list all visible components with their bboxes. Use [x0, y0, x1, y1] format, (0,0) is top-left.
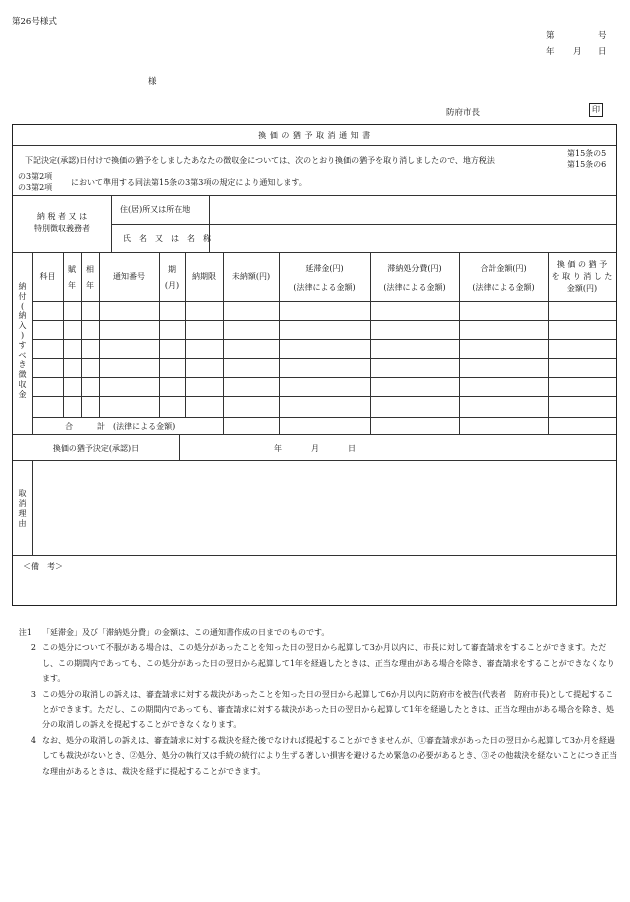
rule — [370, 252, 371, 434]
intro-line-2: において準用する同法第15条の3第3項の規定により通知します。 — [71, 178, 307, 187]
side-label-char: す — [18, 340, 27, 350]
table-row — [32, 417, 616, 418]
col-soe-1: 相 — [86, 265, 94, 274]
side-label-char: 付 — [18, 291, 27, 301]
rule — [13, 434, 616, 435]
table-row — [32, 396, 616, 397]
rule — [81, 252, 82, 417]
col-penalty-1: 滞納処分費(円) — [387, 264, 442, 273]
col-total-2: (法律による金額) — [472, 283, 535, 292]
rule — [13, 252, 616, 253]
col-cancel-1: 換 価 の 猶 予 — [556, 260, 608, 269]
form-title: 換 価 の 猶 予 取 消 通 知 書 — [258, 131, 371, 140]
reason-label-char: 理 — [18, 509, 27, 518]
rule — [159, 252, 160, 417]
col-period-2: (月) — [164, 281, 180, 290]
note-item — [16, 687, 620, 733]
side-label-due-amount — [13, 282, 32, 400]
rule — [13, 460, 616, 461]
col-penalty-2: (法律による金額) — [383, 283, 446, 292]
name-label: 氏 名 又 は 名 称 — [123, 234, 211, 243]
form-number: 第26号様式 — [12, 17, 57, 27]
date-month: 月 — [573, 47, 582, 57]
side-label-char: べ — [18, 350, 27, 360]
date-year: 年 — [546, 47, 555, 57]
rule — [13, 195, 616, 196]
rule — [459, 252, 460, 434]
col-unpaid: 未納額(円) — [231, 272, 271, 281]
notice-form — [12, 124, 617, 606]
rule — [279, 252, 280, 434]
col-soe-2: 年 — [86, 281, 94, 290]
rule — [63, 252, 64, 417]
note-text: なお、処分の取消しの訴えは、審査請求に対する裁決を経た後でなければ提起することができませんが、①審査請求があった日の翌日から起算して3か月を経過しても裁決がないとき、②処分、処分の執行又は手続の続行により生ずる著しい損害を避けるため緊急の必要があるとき、③その他裁決を経ないことにつき正当な理由があるときは、裁決を経ずに提起することができます。 — [42, 735, 618, 776]
side-label-char: ( — [20, 301, 25, 311]
remarks-label: ＜備 考＞ — [23, 562, 63, 571]
date-day: 日 — [598, 47, 607, 57]
note-number: 4 — [30, 735, 36, 745]
col-delinquency-2: (法律による金額) — [293, 283, 356, 292]
note-item — [16, 733, 620, 779]
col-total-1: 合計金額(円) — [480, 264, 527, 273]
note-text: 「延滞金」及び「滞納処分費」の金額は、この通知書作成の日までのものです。 — [42, 628, 330, 637]
taxpayer-label-1: 納 税 者 又 は — [36, 212, 88, 221]
table-row — [32, 358, 616, 359]
col-period-1: 期 — [168, 265, 176, 274]
doc-no-suffix: 号 — [598, 31, 607, 41]
col-year-2: 年 — [68, 281, 76, 290]
col-subject: 科目 — [39, 272, 56, 281]
col-cancel-3: 金額(円) — [566, 284, 598, 293]
side-label-char: ) — [20, 330, 25, 340]
note-number: 注1 — [18, 628, 32, 637]
col-notice-no: 通知番号 — [113, 272, 145, 281]
decision-year: 年 — [274, 444, 282, 453]
note-text: この処分について不服がある場合は、この処分があったことを知った日の翌日から起算して3か月以内に、市長に対して審査請求をすることができます。ただし、この期間内であっても、この処分があった日の翌日から起算して1年を経過したときは、正当な理由がある場合を除き、審査請求をすることができなくなります。 — [42, 643, 615, 684]
rule — [13, 145, 616, 146]
address-label: 住(居)所又は所在地 — [120, 205, 191, 214]
side-label-char: 納 — [18, 311, 27, 321]
rule — [32, 460, 33, 555]
article-1: 第15条の5 — [567, 149, 607, 158]
paragraph-1: の3第2項 — [18, 172, 53, 181]
notes — [16, 625, 620, 779]
taxpayer-label-2: 特別徴収義務者 — [34, 224, 90, 233]
reason-label-char: 由 — [18, 519, 27, 528]
side-label-char: 金 — [18, 389, 27, 399]
decision-month: 月 — [311, 444, 319, 453]
note-number: 3 — [30, 689, 36, 699]
col-deadline: 納期限 — [192, 272, 216, 281]
side-label-char: 収 — [18, 379, 27, 389]
note-item — [16, 640, 620, 686]
total-label: 合 計 (法律による金額) — [65, 422, 176, 431]
col-year-1: 賦 — [68, 265, 76, 274]
side-label-char: 徴 — [18, 370, 27, 380]
rule — [111, 224, 616, 225]
table-row — [32, 377, 616, 378]
note-number: 2 — [30, 643, 36, 653]
side-label-char: き — [18, 360, 27, 370]
col-cancel-2: を 取 り 消 し た — [551, 272, 613, 281]
side-label-char: 入 — [18, 321, 27, 331]
table-row — [32, 301, 616, 302]
paragraph-2: の3第2項 — [18, 183, 53, 192]
note-item — [16, 625, 620, 640]
seal-mark: 印 — [589, 103, 603, 117]
doc-no-prefix: 第 — [546, 31, 555, 41]
rule — [179, 434, 180, 460]
col-delinquency-1: 延滞金(円) — [305, 264, 344, 273]
table-row — [32, 320, 616, 321]
rule — [13, 555, 616, 556]
reason-label — [13, 489, 32, 529]
side-label-char: 納 — [18, 282, 27, 291]
article-2: 第15条の6 — [567, 160, 607, 169]
intro-line-1: 下記決定(承認)日付けで換価の猶予をしましたあなたの徴収金については、次のとおり換価の猶予を取り消しましたので、地方税法 — [25, 156, 495, 165]
table-row — [32, 339, 616, 340]
decision-day: 日 — [348, 444, 356, 453]
reason-label-char: 消 — [18, 499, 27, 508]
note-text: この処分の取消しの訴えは、審査請求に対する裁決があったことを知った日の翌日から起算して6か月以内に防府市を被告(代表者 防府市長)として提起することができます。ただし、この期間内であっても、審査請求に対する裁決があった日の翌日から起算して1年を経過したときは、正当な理由がある場合を除き、処分の取消しの訴えを提起することができなくなります。 — [42, 689, 614, 730]
decision-date-label: 換価の猶予決定(承認)日 — [52, 444, 140, 453]
addressee-suffix: 様 — [148, 77, 157, 87]
issuer-name: 防府市長 — [446, 108, 481, 118]
reason-label-char: 取 — [18, 489, 27, 498]
